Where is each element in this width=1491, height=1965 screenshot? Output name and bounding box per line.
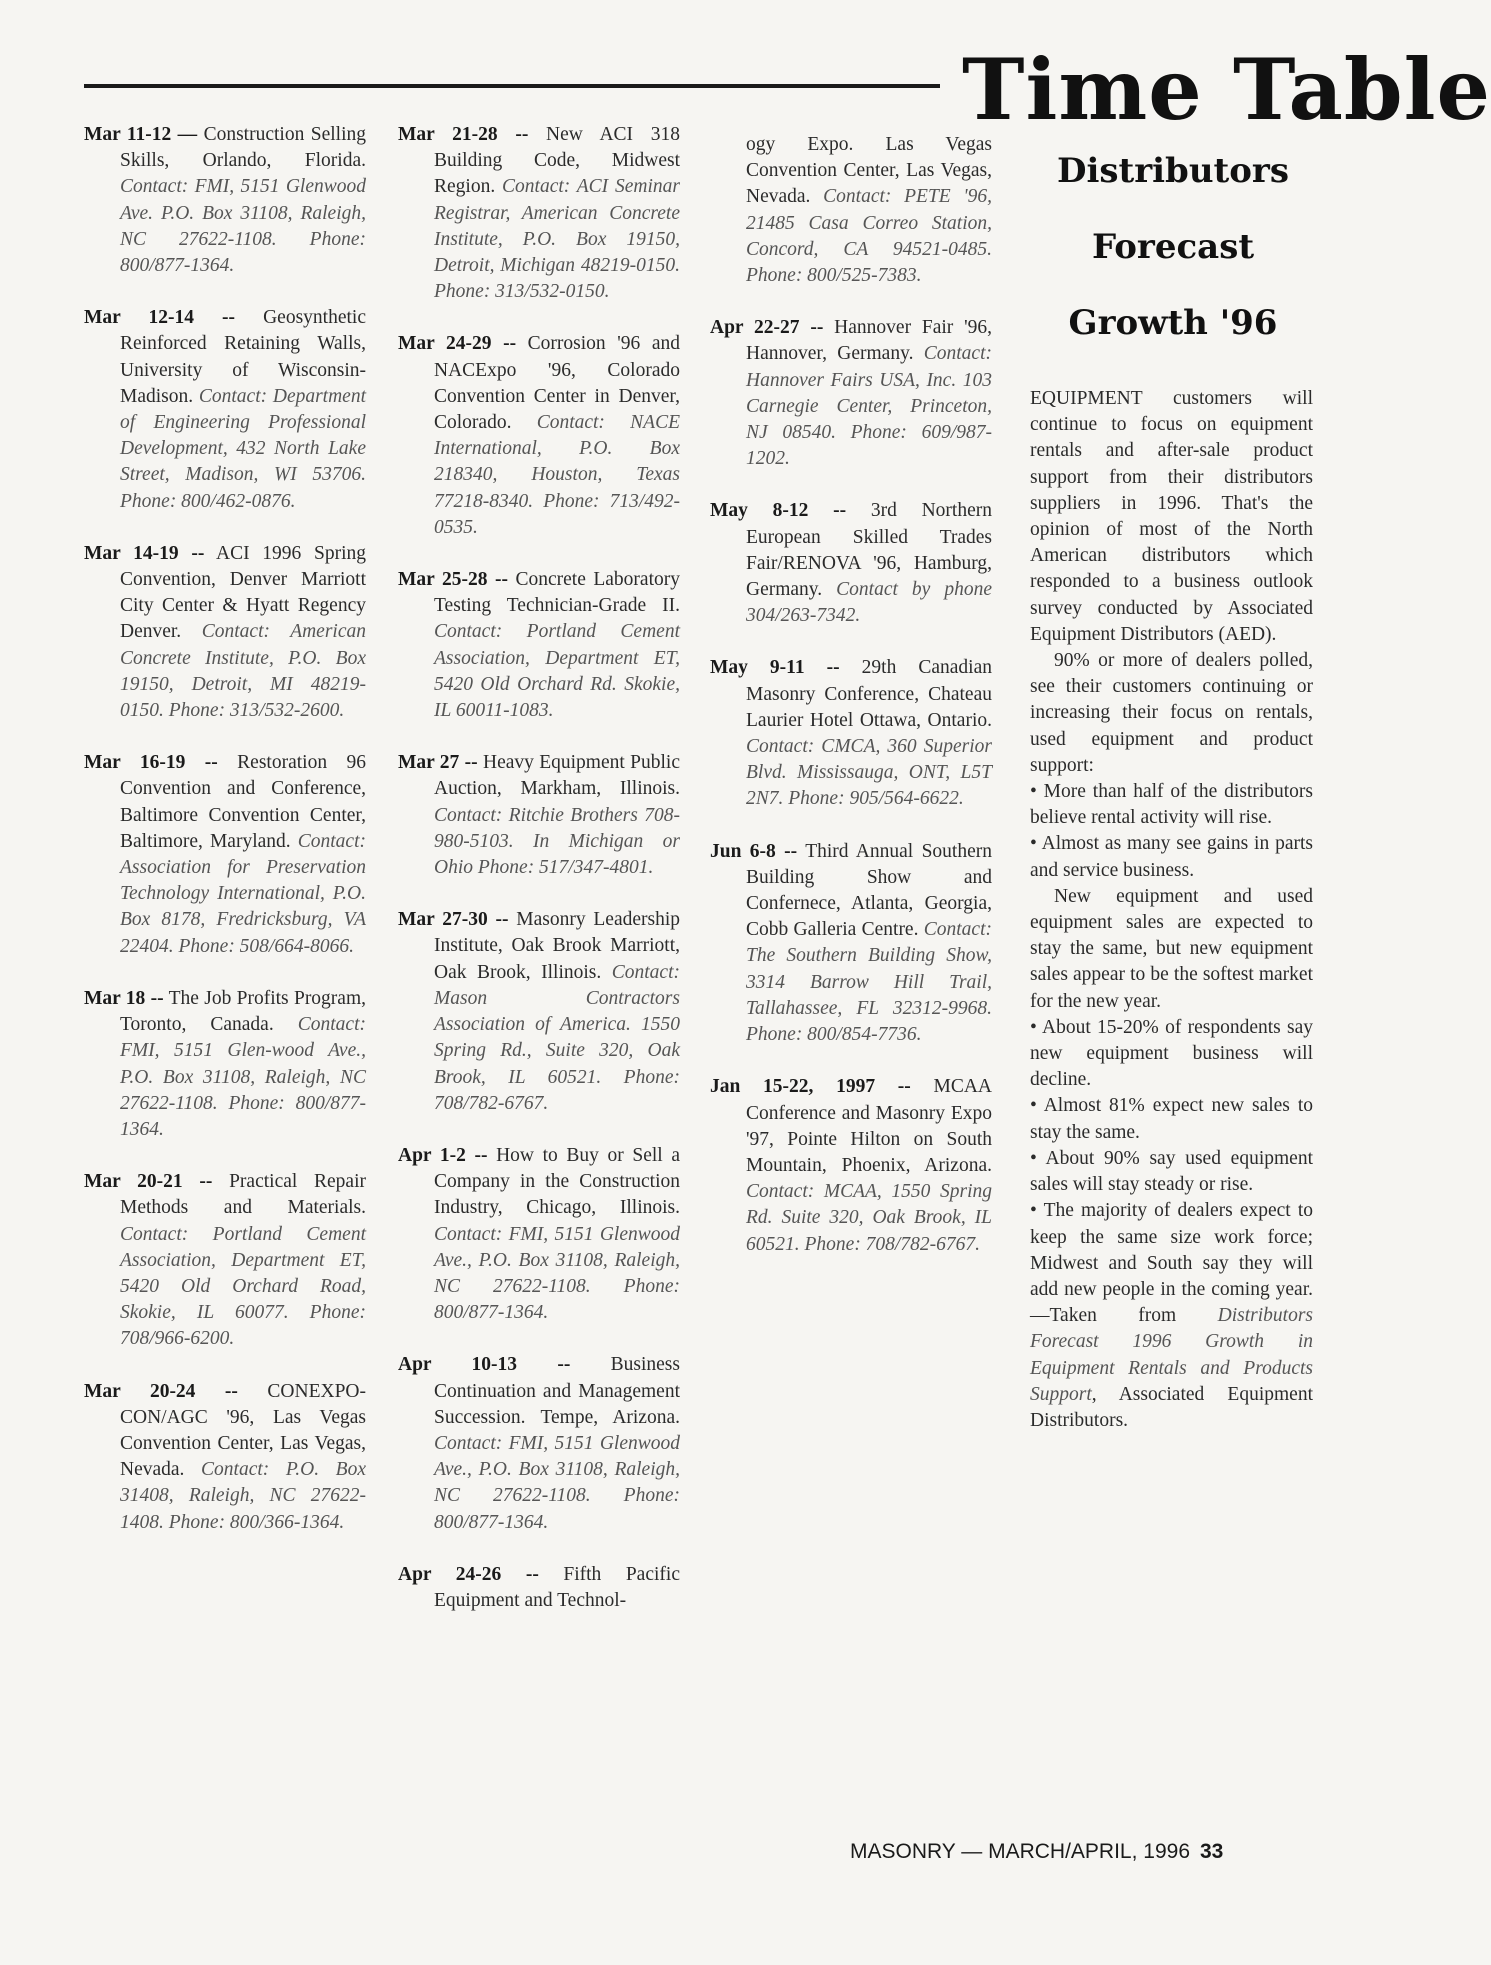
article-bullet: • Almost as many see gains in parts and service business. <box>1030 833 1313 881</box>
event-entry: May 9-11 -- 29th Canadian Masonry Conference, Chateau Laurier Hotel Ottawa, Ontario. Contact: CMCA, 360 Superior Blvd. Mississauga, ONT, L5T 2N7. Phone: 905/564-6622. <box>710 657 992 810</box>
page-number: 33 <box>1200 1840 1224 1863</box>
event-entry: Mar 14-19 -- ACI 1996 Spring Convention, Denver Marriott City Center & Hyatt Regency Denver. Contact: American Concrete Institute, P.O. Box 19150, Detroit, MI 48219-0150. Phone: 313/532-2600. <box>84 542 367 722</box>
article-paragraph: 90% or more of dealers polled, see their customers continuing or increasing their focus on rentals, used equipment and product support: <box>1030 650 1313 776</box>
article-bullet: • Almost 81% expect new sales to stay the same. <box>1030 1095 1313 1143</box>
event-entry: Mar 20-21 -- Practical Repair Methods and Materials. Contact: Portland Cement Association, Department ET, 5420 Old Orchard Road, Skokie, IL 60077. Phone: 708/966-6200. <box>84 1171 366 1350</box>
events-column-1 <box>84 122 366 1562</box>
article-source: Distributors Forecast 1996 Growth in Equipment Rentals and Products Support <box>1030 1305 1313 1405</box>
event-entry: Mar 16-19 -- Restoration 96 Convention and Conference, Baltimore Convention Center, Baltimore, Maryland. Contact: Association for Preservation Technology International, P.O. Box 8178, Fredricksburg, VA 22404. Phone: 508/664-8066. <box>84 752 366 957</box>
title-rule <box>84 84 940 88</box>
article-bullet: • More than half of the distributors believe rental activity will rise. <box>1030 781 1313 829</box>
publication-line: MASONRY — MARCH/APRIL, 1996 <box>850 1840 1190 1863</box>
event-entry: Mar 21-28 -- New ACI 318 Building Code, Midwest Region. Contact: ACI Seminar Registrar, American Concrete Institute, P.O. Box 19150, Detroit, Michigan 48219-0150. Phone: 313/532-0150. <box>398 124 680 303</box>
event-entry: May 8-12 -- 3rd Northern European Skilled Trades Fair/RENOVA '96, Hamburg, Germany. Contact by phone 304/263-7342. <box>710 500 992 627</box>
event-entry: Jan 15-22, 1997 -- MCAA Conference and Masonry Expo '97, Pointe Hilton on South Mountain, Phoenix, Arizona. Contact: MCAA, 1550 Spring Rd. Suite 320, Oak Brook, IL 60521. Phone: 708/782-6767. <box>710 1076 993 1255</box>
event-entry: Mar 27 -- Heavy Equipment Public Auction, Markham, Illinois. Contact: Ritchie Brothers 708-980-5103. In Michigan or Ohio Phone: 517/347-4801. <box>398 752 680 879</box>
event-entry: Apr 1-2 -- How to Buy or Sell a Company in the Construction Industry, Chicago, Illinois. Contact: FMI, 5151 Glenwood Ave., P.O. Box 31108, Raleigh, NC 27622-1108. Phone: 800/877-1364. <box>398 1144 680 1324</box>
article-paragraph: EQUIPMENT customers will continue to focus on equipment rentals and after-sale product support from their distributors suppliers in 1996. That's the opinion of most of the North American distributors which responded to a business outlook survey conducted by Associated Equipment Distributors (AED). <box>1030 388 1313 645</box>
page-title: Time Table <box>962 40 1491 139</box>
events-column-3 <box>710 132 992 1284</box>
event-entry: Mar 20-24 -- CONEXPO-CON/AGC '96, Las Vegas Convention Center, Las Vegas, Nevada. Contact: P.O. Box 31408, Raleigh, NC 27622-1408. Phone: 800/366-1364. <box>84 1380 366 1533</box>
event-entry: Apr 22-27 -- Hannover Fair '96, Hannover, Germany. Contact: Hannover Fairs USA, Inc. 103 Carnegie Center, Princeton, NJ 08540. Phone: 609/987-1202. <box>710 317 993 470</box>
event-entry-continued: ogy Expo. Las Vegas Convention Center, Las Vegas, Nevada. Contact: PETE '96, 21485 Casa Correo Station, Concord, CA 94521-0485. Phone: 800/525-7383. <box>746 134 992 287</box>
event-entry: Jun 6-8 -- Third Annual Southern Building Show and Confernece, Atlanta, Georgia, Cobb Galleria Centre. Contact: The Southern Building Show, 3314 Barrow Hill Trail, Tallahassee, FL 32312-9968. Phone: 800/854-7736. <box>710 840 992 1046</box>
event-entry: Apr 24-26 -- Fifth Pacific Equipment and Technol- <box>398 1563 680 1611</box>
article-body <box>1030 386 1313 1434</box>
event-entry: Mar 11-12 — Construction Selling Skills, Orlando, Florida. Contact: FMI, 5151 Glenwood Ave. P.O. Box 31108, Raleigh, NC 27622-1108. Phone: 800/877-1364. <box>84 124 366 277</box>
event-entry: Mar 18 -- The Job Profits Program, Toronto, Canada. Contact: FMI, 5151 Glen-wood Ave., P.O. Box 31108, Raleigh, NC 27622-1108. Phone: 800/877-1364. <box>84 987 367 1140</box>
article-paragraph: New equipment and used equipment sales are expected to stay the same, but new equipment sales appear to be the softest market for the new year. <box>1030 885 1313 1012</box>
events-column-2 <box>398 122 680 1640</box>
headline-line: Forecast <box>1091 227 1255 267</box>
article-bullet: • The majority of dealers expect to keep the same size work force; Midwest and South say they will add new people in the coming year.—Taken from Distributors Forecast 1996 Growth in Equipment Rentals and Products Support, Associated Equipment Distributors. <box>1030 1200 1313 1431</box>
headline-line: Growth '96 <box>1068 303 1278 343</box>
event-entry: Mar 24-29 -- Corrosion '96 and NACExpo '96, Colorado Convention Center in Denver, Colorado. Contact: NACE International, P.O. Box 218340, Houston, Texas 77218-8340. Phone: 713/492-0535. <box>398 333 680 538</box>
event-entry: Mar 12-14 -- Geosynthetic Reinforced Retaining Walls, University of Wisconsin-Madison. Contact: Department of Engineering Professional Development, 432 North Lake Street, Madison, WI 53706. Phone: 800/462-0876. <box>84 307 367 512</box>
article-bullet: • About 15-20% of respondents say new equipment business will decline. <box>1030 1016 1313 1091</box>
article-headline <box>1028 140 1318 368</box>
event-entry: Mar 25-28 -- Concrete Laboratory Testing Technician-Grade II. Contact: Portland Cement Association, Department ET, 5420 Old Orchard Rd. Skokie, IL 60011-1083. <box>398 569 680 722</box>
event-entry: Apr 10-13 -- Business Continuation and Management Succession. Tempe, Arizona. Contact: FMI, 5151 Glenwood Ave., P.O. Box 31108, Raleigh, NC 27622-1108. Phone: 800/877-1364. <box>398 1354 680 1533</box>
headline-line: Distributors <box>1056 151 1289 191</box>
article-bullet: • About 90% say used equipment sales will stay steady or rise. <box>1030 1147 1313 1196</box>
event-entry: Mar 27-30 -- Masonry Leadership Institute, Oak Brook Marriott, Oak Brook, Illinois. Contact: Mason Contractors Association of America. 1550 Spring Rd., Suite 320, Oak Brook, IL 60521. Phone: 708/782-6767. <box>398 909 680 1114</box>
page-footer <box>850 1840 1223 1864</box>
